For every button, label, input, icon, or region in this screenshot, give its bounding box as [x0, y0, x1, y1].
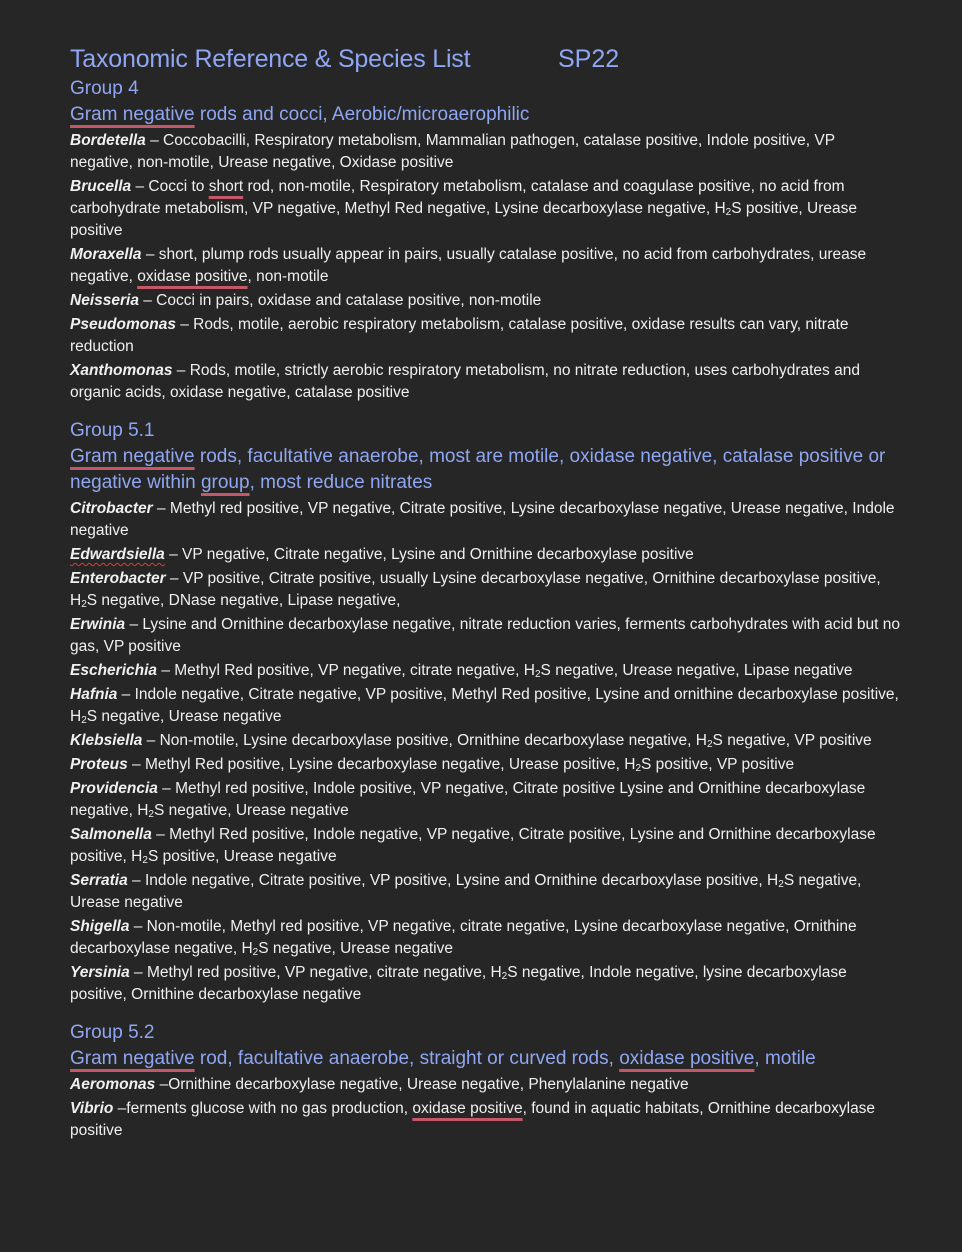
- genus-entry-erwinia: Erwinia – Lysine and Ornithine decarboxylase negative, nitrate reduction varies, ferments carbohydrates with acid but no gas, VP positive: [70, 616, 900, 655]
- genus-entry-edwardsiella: Edwardsiella – VP negative, Citrate negative, Lysine and Ornithine decarboxylase positive: [70, 546, 694, 563]
- group-description: Gram negative rods and cocci, Aerobic/microaerophilic: [70, 104, 530, 125]
- genus-entry-moraxella: Moraxella – short, plump rods usually appear in pairs, usually catalase positive, no acid from carbohydrates, urease negative, oxidase positive, non-motile: [70, 246, 867, 285]
- genus-entry-proteus: Proteus – Methyl Red positive, Lysine decarboxylase negative, Urease positive, $H_2S$ positive, VP positive: [70, 756, 795, 774]
- group-description: Gram negative rods, facultative anaerobe, most are motile, oxidase negative, catalase positive or negative within group, most reduce nitrates: [70, 446, 886, 493]
- group-heading: Group 5.2: [70, 1022, 155, 1043]
- genus-entry-escherichia: Escherichia – Methyl Red positive, VP negative, citrate negative, $H_2S$ negative, Urease negative, Lipase negative: [70, 662, 853, 680]
- genus-entry-neisseria: Neisseria – Cocci in pairs, oxidase and catalase positive, non-motile: [70, 292, 542, 309]
- page-title: Taxonomic Reference & Species List: [70, 45, 471, 73]
- document-header: [70, 42, 900, 76]
- genus-entry-aeromonas: Aeromonas –Ornithine decarboxylase negative, Urease negative, Phenylalanine negative: [70, 1076, 689, 1093]
- genus-entry-yersinia: Yersinia – Methyl red positive, VP negative, citrate negative, $H_2S$ negative, Indole negative, lysine decarboxylase positive, Ornithine decarboxylase negative: [70, 964, 847, 1003]
- genus-entry-vibrio: Vibrio –ferments glucose with no gas production, oxidase positive, found in aquatic habitats, Ornithine decarboxylase positive: [70, 1100, 876, 1139]
- genus-entry-klebsiella: Klebsiella – Non-motile, Lysine decarboxylase positive, Ornithine decarboxylase negative, $H_2S$ negative, VP positive: [70, 732, 872, 750]
- group-description: Gram negative rod, facultative anaerobe, straight or curved rods, oxidase positive, motile: [70, 1048, 816, 1069]
- genus-entry-xanthomonas: Xanthomonas – Rods, motile, strictly aerobic respiratory metabolism, no nitrate reduction, uses carbohydrates and organic acids, oxidase negative, catalase positive: [70, 362, 860, 401]
- course-code: SP22: [558, 45, 620, 73]
- document-page: [70, 42, 900, 1142]
- genus-entry-citrobacter: Citrobacter – Methyl red positive, VP negative, Citrate positive, Lysine decarboxylase negative, Urease negative, Indole negative: [70, 500, 895, 539]
- genus-entry-enterobacter: Enterobacter – VP positive, Citrate positive, usually Lysine decarboxylase negative, Ornithine decarboxylase positive, $H_2S$ negative, DNase negative, Lipase negative,: [70, 570, 881, 610]
- group-5-1-section: [70, 418, 900, 496]
- genus-entry-bordetella: Bordetella – Coccobacilli, Respiratory metabolism, Mammalian pathogen, catalase positive, Indole positive, VP negative, non-motile, Urease negative, Oxidase positive: [70, 132, 835, 171]
- genus-entry-pseudomonas: Pseudomonas – Rods, motile, aerobic respiratory metabolism, catalase positive, oxidase results can vary, nitrate reduction: [70, 316, 849, 355]
- group-5-2-section: [70, 1020, 900, 1072]
- genus-entry-salmonella: Salmonella – Methyl Red positive, Indole negative, VP negative, Citrate positive, Lysine and Ornithine decarboxylase positive, $H_2S$ positive, Urease negative: [70, 826, 876, 866]
- genus-entry-providencia: Providencia – Methyl red positive, Indole positive, VP negative, Citrate positive Lysine and Ornithine decarboxylase negative, $H_2S$ negative, Urease negative: [70, 780, 866, 820]
- genus-entry-serratia: Serratia – Indole negative, Citrate positive, VP positive, Lysine and Ornithine decarboxylase positive, $H_2S$ negative, Urease negative: [70, 872, 862, 911]
- group-heading: Group 5.1: [70, 420, 155, 441]
- genus-entry-shigella: Shigella – Non-motile, Methyl red positive, VP negative, citrate negative, Lysine decarboxylase negative, Ornithine decarboxylase negative, $H_2S$ negative, Urease negative: [70, 918, 857, 958]
- genus-entry-brucella: Brucella – Cocci to short rod, non-motile, Respiratory metabolism, catalase and coagulase positive, no acid from carbohydrate metabolism, VP negative, Methyl Red negative, Lysine decarboxylase negative, $H_2S$ positive, Urease positive: [70, 178, 858, 239]
- genus-entry-hafnia: Hafnia – Indole negative, Citrate negative, VP positive, Methyl Red positive, Lysine and ornithine decarboxylase positive, $H_2S$ negative, Urease negative: [70, 686, 899, 726]
- group-heading: Group 4: [70, 78, 139, 99]
- group-4-section: [70, 76, 900, 128]
